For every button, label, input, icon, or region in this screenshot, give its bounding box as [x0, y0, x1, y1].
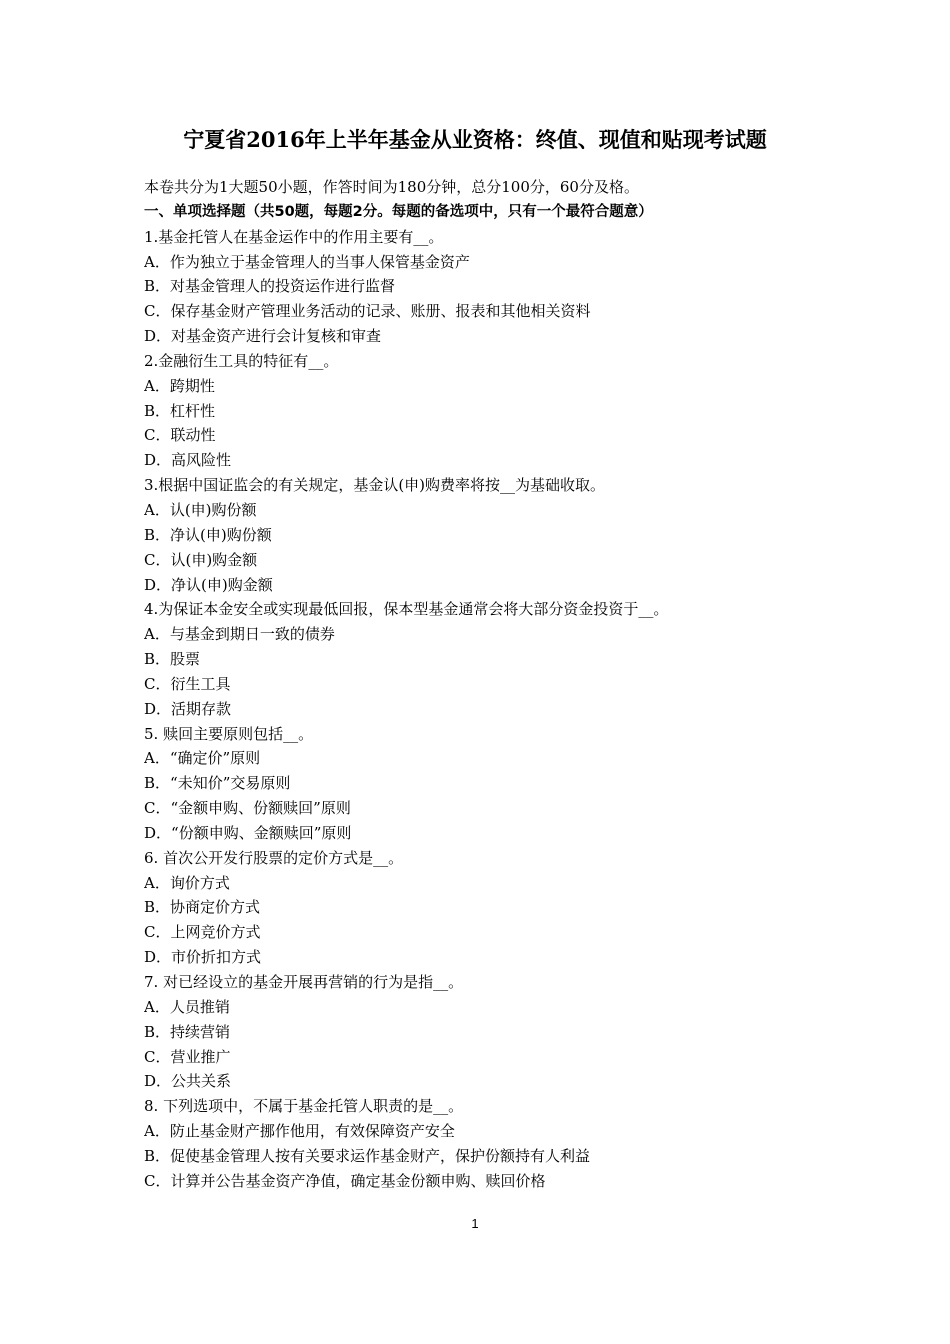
page-title: 宁夏省2016年上半年基金从业资格：终值、现值和贴现考试题 [183, 127, 767, 152]
option-d: D．市价折扣方式 [144, 948, 262, 967]
question-stem: 4.为保证本金安全或实现最低回报，保本型基金通常会将大部分资金投资于__。 [144, 600, 669, 619]
question-stem: 6. 首次公开发行股票的定价方式是__。 [144, 848, 404, 867]
question-stem: 3.根据中国证监会的有关规定，基金认(申)购费率将按__为基础收取。 [144, 476, 606, 495]
option-c: C．联动性 [144, 426, 216, 445]
option-a: A．与基金到期日一致的债券 [144, 625, 335, 644]
question-3 [144, 473, 844, 597]
question-7 [144, 970, 844, 1094]
option-c: C．“金额申购、份额赎回”原则 [144, 799, 351, 818]
option-c: C．认(申)购金额 [144, 550, 258, 569]
question-stem: 7. 对已经设立的基金开展再营销的行为是指__。 [144, 973, 464, 991]
option-b: B．协商定价方式 [144, 898, 261, 917]
question-2 [144, 349, 844, 473]
question-stem: 1.基金托管人在基金运作中的作用主要有__。 [144, 227, 444, 246]
option-a: A．“确定价”原则 [144, 749, 261, 768]
option-b: B．对基金管理人的投资运作进行监督 [144, 277, 396, 296]
option-c: C．上网竞价方式 [144, 923, 261, 942]
document-body [144, 175, 844, 1194]
option-c: C．保存基金财产管理业务活动的记录、账册、报表和其他相关资料 [144, 302, 591, 321]
option-a: A．人员推销 [144, 997, 230, 1016]
option-a: A．认(申)购份额 [144, 500, 257, 519]
question-stem: 8. 下列选项中，不属于基金托管人职责的是__。 [144, 1097, 464, 1116]
option-d: D．“份额申购、金额赎回”原则 [144, 823, 352, 842]
option-a: A．防止基金财产挪作他用，有效保障资产安全 [144, 1122, 455, 1141]
option-d: D．活期存款 [144, 699, 232, 718]
option-a: A．作为独立于基金管理人的当事人保管基金资产 [144, 252, 470, 271]
option-c: C．计算并公告基金资产净值，确定基金份额申购、赎回价格 [144, 1171, 546, 1190]
option-b: B．杠杆性 [144, 401, 216, 420]
question-6 [144, 846, 844, 970]
exam-intro: 本卷共分为1大题50小题，作答时间为180分钟，总分100分，60分及格。 [144, 178, 639, 196]
option-b: B．“未知价”交易原则 [144, 774, 291, 793]
question-5 [144, 722, 844, 846]
question-stem: 5. 赎回主要原则包括__。 [144, 724, 314, 743]
question-8 [144, 1094, 844, 1193]
page-number: 1 [471, 1216, 479, 1231]
option-d: D．净认(申)购金额 [144, 575, 273, 594]
question-1 [144, 225, 844, 349]
option-b: B．净认(申)购份额 [144, 525, 272, 544]
option-d: D．公共关系 [144, 1072, 232, 1091]
option-a: A．跨期性 [144, 376, 215, 395]
option-d: D．对基金资产进行会计复核和审查 [144, 327, 382, 346]
option-c: C．衍生工具 [144, 674, 231, 693]
option-c: C．营业推广 [144, 1047, 231, 1066]
option-d: D．高风险性 [144, 451, 232, 470]
option-b: B．持续营销 [144, 1022, 231, 1041]
option-a: A．询价方式 [144, 873, 230, 892]
option-b: B．促使基金管理人按有关要求运作基金财产，保护份额持有人利益 [144, 1146, 591, 1165]
option-b: B．股票 [144, 650, 201, 669]
section-heading: 一、单项选择题（共50题，每题2分。每题的备选项中，只有一个最符合题意） [144, 203, 653, 220]
question-4 [144, 597, 844, 721]
question-stem: 2.金融衍生工具的特征有__。 [144, 351, 339, 370]
